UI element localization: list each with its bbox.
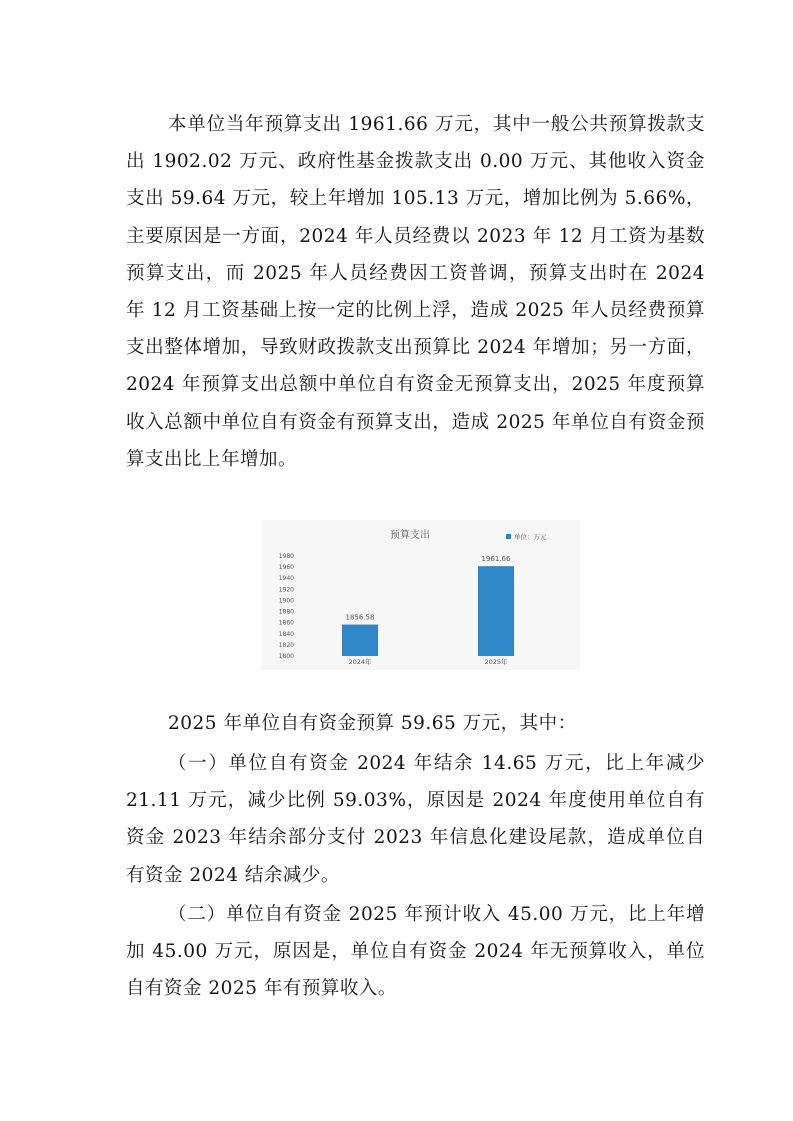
chart-svg <box>262 520 580 670</box>
y-tick-label: 1860 <box>278 619 294 627</box>
chart-title: 预算支出 <box>390 530 430 541</box>
bar-2024年 <box>342 625 378 656</box>
x-tick-label: 2025年 <box>484 658 508 666</box>
budget-bar-chart <box>262 520 580 670</box>
y-tick-label: 1840 <box>278 630 294 638</box>
data-label: 1856.58 <box>345 613 375 622</box>
y-tick-label: 1920 <box>278 586 294 594</box>
y-tick-label: 1960 <box>278 564 294 572</box>
y-tick-label: 1980 <box>278 553 294 560</box>
bar-2025年 <box>478 566 514 656</box>
y-tick-label: 1900 <box>278 597 294 605</box>
paragraph-own-funds-item-1: （一）单位自有资金 2024 年结余 14.65 万元，比上年减少 21.11 万元，减少比例 59.03%，原因是 2024 年度使用单位自有资金 2023 年结余部分支付 2023 年信息化建设尾款，造成单位自有资金 2024 结余减少。 <box>126 753 705 886</box>
y-tick-label: 1940 <box>278 575 294 583</box>
y-tick-label: 1820 <box>278 641 294 649</box>
y-tick-label: 1800 <box>278 653 294 660</box>
legend-label: 单位：万元 <box>514 533 547 541</box>
paragraph-own-funds-intro: 2025 年单位自有资金预算 59.65 万元，其中： <box>168 713 577 734</box>
data-label: 1961.66 <box>481 555 511 564</box>
paragraph-own-funds-item-2: （二）单位自有资金 2025 年预计收入 45.00 万元，比上年增加 45.00 万元，原因是，单位自有资金 2024 年无预算收入，单位自有资金 2025 年有预算收入。 <box>126 904 705 1000</box>
x-tick-label: 2024年 <box>348 658 372 666</box>
legend-swatch <box>506 534 511 539</box>
y-tick-label: 1880 <box>278 608 294 616</box>
paragraph-budget-summary: 本单位当年预算支出 1961.66 万元，其中一般公共预算拨款支出 1902.02 万元、政府性基金拨款支出 0.00 万元、其他收入资金支出 59.64 万元，较上年增加 105.13 万元，增加比例为 5.66%，主要原因是一方面，2024 年人员经费以 2023 年 12 月工资为基数预算支出，而 2025 年人员经费因工资普调，预算支出时在 2024 年 12 月工资基础上按一定的比例上浮，造成 2025 年人员经费预算支出整体增加，导致财政拨款支出预算比 2024 年增加；另一方面，2024 年预算支出总额中单位自有资金无预算支出，2025 年度预算收入总额中单位自有资金有预算支出，造成 2025 年单位自有资金预算支出比上年增加。 <box>126 114 705 470</box>
